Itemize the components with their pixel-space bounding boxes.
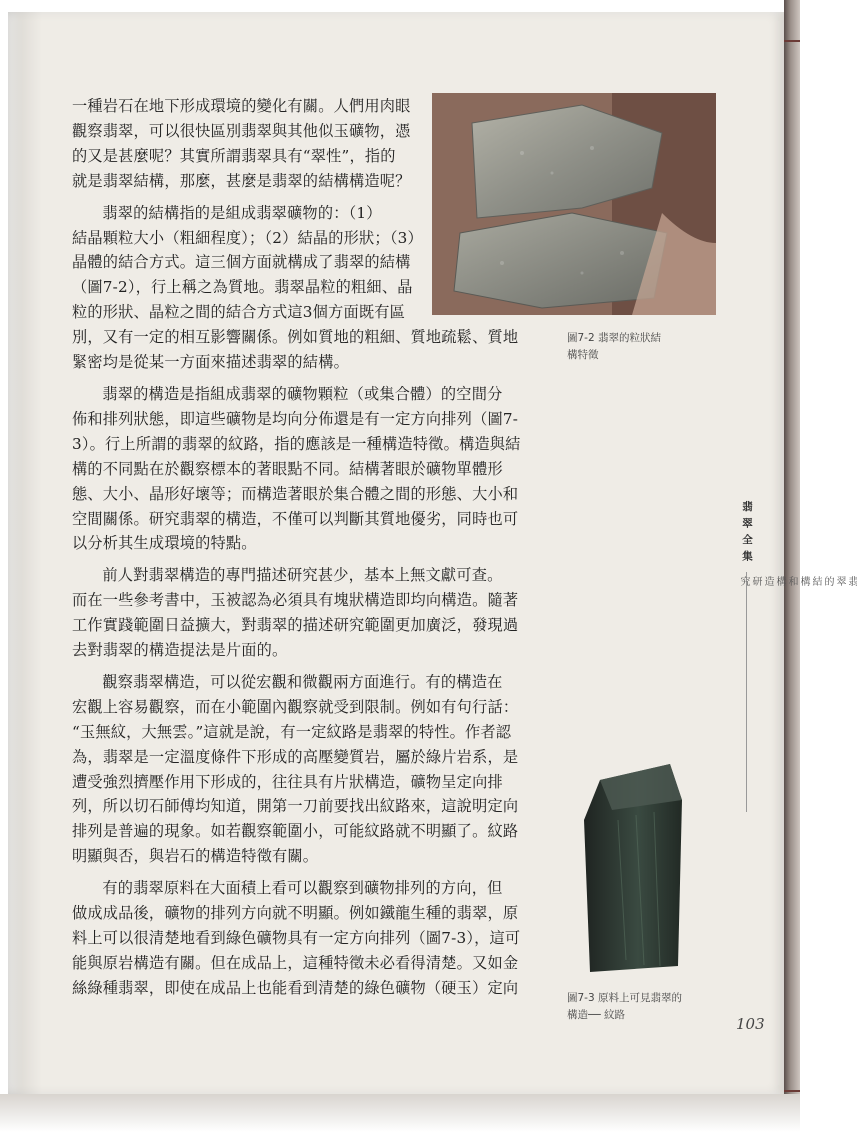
text-line: 翡翠的構造是指組成翡翠的礦物顆粒（或集合體）的空間分 bbox=[102, 384, 503, 403]
text-line: 宏觀上容易觀察，而在小範圍內觀察就受到限制。例如有句行話： bbox=[72, 697, 519, 716]
text-line: 結晶顆粒大小（粗細程度）；（2）結晶的形狀；（3） bbox=[72, 228, 423, 247]
book-edge-band bbox=[784, 40, 800, 42]
raw-jade-stone-image bbox=[578, 760, 688, 974]
page-number: 103 bbox=[736, 1015, 765, 1033]
paragraph bbox=[72, 563, 558, 663]
caption-line: 構特徵 bbox=[567, 349, 599, 361]
text-line: 就是翡翠結構，那麼，甚麼是翡翠的結構構造呢？ bbox=[72, 171, 411, 190]
text-line: 態、大小、晶形好壞等；而構造著眼於集合體之間的形態、大小和 bbox=[72, 484, 519, 503]
jade-slices-image bbox=[432, 93, 716, 315]
running-header-sidebar bbox=[732, 496, 857, 589]
paragraph bbox=[72, 670, 558, 869]
text-line: 工作實踐範圍日益擴大，對翡翠的描述研究範圍更加廣泛，發現過 bbox=[72, 616, 519, 635]
chapter-title: 翡翠的結構和構造研究 bbox=[738, 576, 857, 589]
series-title: 翡翠全集 bbox=[741, 500, 753, 567]
text-line: 佈和排列狀態，即這些礦物是均向分佈還是有一定方向排列（圖7- bbox=[72, 409, 519, 428]
text-line: 觀察翡翠，可以很快區別翡翠與其他似玉礦物，憑 bbox=[72, 121, 411, 140]
figure-7-3-caption bbox=[567, 990, 717, 1024]
text-line: （圖7-2），行上稱之為質地。翡翠晶粒的粗細、晶 bbox=[72, 278, 413, 297]
page-bottom-edge bbox=[0, 1094, 800, 1132]
text-line: 遭受強烈擠壓作用下形成的，往往具有片狀構造，礦物呈定向排 bbox=[72, 772, 503, 791]
text-line: 構的不同點在於觀察標本的著眼點不同。結構著眼於礦物單體形 bbox=[72, 459, 503, 478]
figure-7-2-photo bbox=[432, 93, 716, 315]
text-line: 能與原岩構造有關。但在成品上，這種特徵未必看得清楚。又如金 bbox=[72, 953, 519, 972]
text-line: 有的翡翠原料在大面積上看可以觀察到礦物排列的方向，但 bbox=[102, 879, 503, 898]
text-line: 排列是普遍的現象。如若觀察範圍小，可能紋路就不明顯了。紋路 bbox=[72, 822, 519, 841]
text-line: 一種岩石在地下形成環境的變化有關。人們用肉眼 bbox=[72, 97, 411, 115]
text-line: 緊密均是從某一方面來描述翡翠的結構。 bbox=[72, 353, 349, 372]
text-line: 粒的形狀、晶粒之間的結合方式這3個方面既有區 bbox=[72, 303, 406, 322]
caption-line: 構造── 紋路 bbox=[567, 1009, 625, 1021]
figure-7-2-caption bbox=[567, 330, 707, 364]
text-line: 翡翠的結構指的是組成翡翠礦物的：（1） bbox=[102, 203, 382, 222]
text-line: 3）。行上所謂的翡翠的紋路，指的應該是一種構造特徵。構造與結 bbox=[72, 434, 521, 453]
caption-line: 圖7-2 翡翠的粒狀結 bbox=[567, 332, 661, 344]
text-line: 為，翡翠是一定溫度條件下形成的高壓變質岩，屬於綠片岩系，是 bbox=[72, 747, 519, 766]
text-line: 明顯與否，與岩石的構造特徵有關。 bbox=[72, 847, 319, 866]
figure-7-3-photo bbox=[578, 760, 688, 974]
text-line: 去對翡翠的構造提法是片面的。 bbox=[72, 641, 288, 660]
book-edge bbox=[784, 0, 800, 1132]
text-line: 別，又有一定的相互影響關係。例如質地的粗細、質地疏鬆、質地 bbox=[72, 328, 519, 347]
paragraph bbox=[72, 876, 558, 1001]
text-line: 列，所以切石師傅均知道，開第一刀前要找出紋路來，這說明定向 bbox=[72, 797, 519, 816]
paragraph bbox=[72, 382, 558, 556]
text-line: 前人對翡翠構造的專門描述研究甚少，基本上無文獻可查。 bbox=[102, 566, 503, 585]
text-line: 晶體的結合方式。這三個方面就構成了翡翠的結構 bbox=[72, 253, 411, 272]
text-line: 的又是甚麼呢？其實所謂翡翠具有“翠性”，指的 bbox=[72, 146, 396, 165]
text-line: 而在一些參考書中，玉被認為必須具有塊狀構造即均向構造。隨著 bbox=[72, 591, 519, 610]
spine-shadow bbox=[8, 12, 42, 1094]
book-edge-band bbox=[784, 1090, 800, 1092]
text-line: 空間關係。研究翡翠的構造，不僅可以判斷其質地優劣，同時也可 bbox=[72, 509, 519, 528]
sidebar-divider bbox=[746, 572, 747, 812]
text-line: 以分析其生成環境的特點。 bbox=[72, 534, 257, 553]
text-line: 做成成品後，礦物的排列方向就不明顯。例如鐵龍生種的翡翠，原 bbox=[72, 904, 519, 923]
text-line: 觀察翡翠構造，可以從宏觀和微觀兩方面進行。有的構造在 bbox=[102, 672, 503, 691]
text-line: 絲綠種翡翠，即使在成品上也能看到清楚的綠色礦物（硬玉）定向 bbox=[72, 978, 519, 997]
text-line: “玉無紋，大無雲。”這就是說，有一定紋路是翡翠的特性。作者認 bbox=[72, 722, 512, 741]
text-line: 料上可以很清楚地看到綠色礦物具有一定方向排列（圖7-3），這可 bbox=[72, 929, 521, 947]
caption-line: 圖7-3 原料上可見翡翠的 bbox=[567, 992, 682, 1004]
